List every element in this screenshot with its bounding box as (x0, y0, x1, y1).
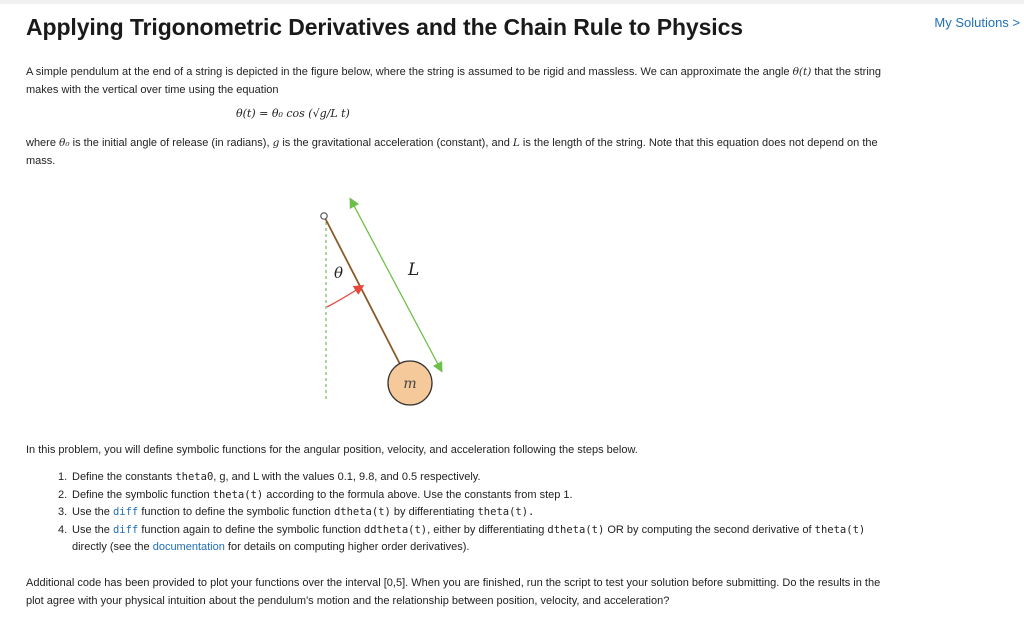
length-arrow (352, 202, 440, 368)
step-text: Use the (72, 506, 113, 518)
list-item (58, 522, 988, 557)
L-symbol: L (512, 137, 520, 149)
step-text: directly (see the (72, 541, 153, 553)
closing-text-line2: plot agree with your physical intuition about the pendulum's motion and the relationship between position, velocity, and acceleration? (26, 595, 670, 607)
step-text: Use the (72, 523, 113, 536)
pendulum-equation: θ(t) = θ₀ cos (√g/L t) (236, 107, 350, 120)
list-item (58, 504, 988, 522)
step-number: 2. (58, 488, 68, 501)
step-text: according to the formula above. Use the constants from step 1. (263, 488, 573, 501)
intro-paragraph (26, 63, 986, 99)
documentation-link[interactable]: documentation (152, 541, 225, 553)
step-text: Define the symbolic function (72, 488, 213, 501)
step-text: function again to define the symbolic function (138, 523, 364, 536)
closing-paragraph (26, 574, 986, 610)
pivot-point (321, 213, 327, 219)
step-number: 1. (58, 471, 68, 483)
code-theta-t: theta(t) (212, 488, 264, 501)
step-text: by differentiating (390, 506, 478, 518)
angle-arrow (327, 287, 361, 307)
diff-doc-link[interactable]: diff (112, 523, 139, 536)
code-dtheta-t: dtheta(t) (547, 523, 605, 536)
where-text-b: is the initial angle of release (in radians), (69, 137, 273, 149)
list-item (58, 469, 988, 487)
step-number: 3. (58, 506, 68, 518)
mass-label: m (403, 376, 417, 392)
step-text: for details on computing higher order derivatives). (224, 541, 470, 553)
where-text-d: is the length of the string. Note that this equation does not depend on the (519, 137, 878, 149)
step-text: Define the constants (72, 471, 176, 483)
code-dtheta-t: dtheta(t) (333, 506, 391, 518)
code-theta-t: theta(t) (814, 523, 866, 536)
where-text-a: where (26, 137, 60, 149)
step-text: function to define the symbolic function (138, 506, 334, 518)
intro-text-b: that the string (811, 66, 882, 78)
where-paragraph (26, 134, 986, 170)
diff-doc-link[interactable]: diff (112, 506, 139, 518)
pendulum-figure (300, 196, 460, 406)
intro-text-line2: makes with the vertical over time using the equation (26, 84, 279, 96)
my-solutions-link[interactable]: My Solutions > (934, 15, 1020, 30)
code-ddtheta-t: ddtheta(t) (363, 523, 428, 536)
code-theta-t: theta(t). (477, 506, 535, 518)
step-text: , g, and L with the values 0.1, 9.8, and 0.5 respectively. (213, 471, 481, 483)
theta-label: θ (334, 264, 344, 282)
where-text-c: is the gravitational acceleration (constant), and (279, 137, 513, 149)
closing-text-line1: Additional code has been provided to plot your functions over the interval [0,5]. When you are finished, run the script to test your solution before submitting. Do the results in the (26, 577, 881, 589)
steps-list (58, 469, 988, 557)
list-item (58, 487, 988, 505)
length-label: L (408, 260, 420, 280)
code-theta0: theta0 (175, 471, 214, 483)
g-symbol: g (272, 137, 280, 149)
step-text: , either by differentiating (427, 523, 548, 536)
intro-text-a: A simple pendulum at the end of a string is depicted in the figure below, where the string is assumed to be rigid and massless. We can approximate the angle (26, 66, 793, 78)
step-text: OR by computing the second derivative of (604, 523, 815, 536)
page-title: Applying Trigonometric Derivatives and the Chain Rule to Physics (26, 14, 743, 40)
problem-intro: In this problem, you will define symbolic functions for the angular position, velocity, and acceleration following the steps below. (26, 444, 638, 456)
where-text-line2: mass. (26, 155, 56, 167)
step-number: 4. (58, 523, 68, 536)
theta-t-symbol: θ(t) (792, 66, 812, 78)
pendulum-string (324, 216, 402, 368)
pendulum-diagram (300, 196, 460, 406)
theta0-symbol: θ₀ (59, 137, 70, 149)
top-border (0, 0, 1024, 4)
